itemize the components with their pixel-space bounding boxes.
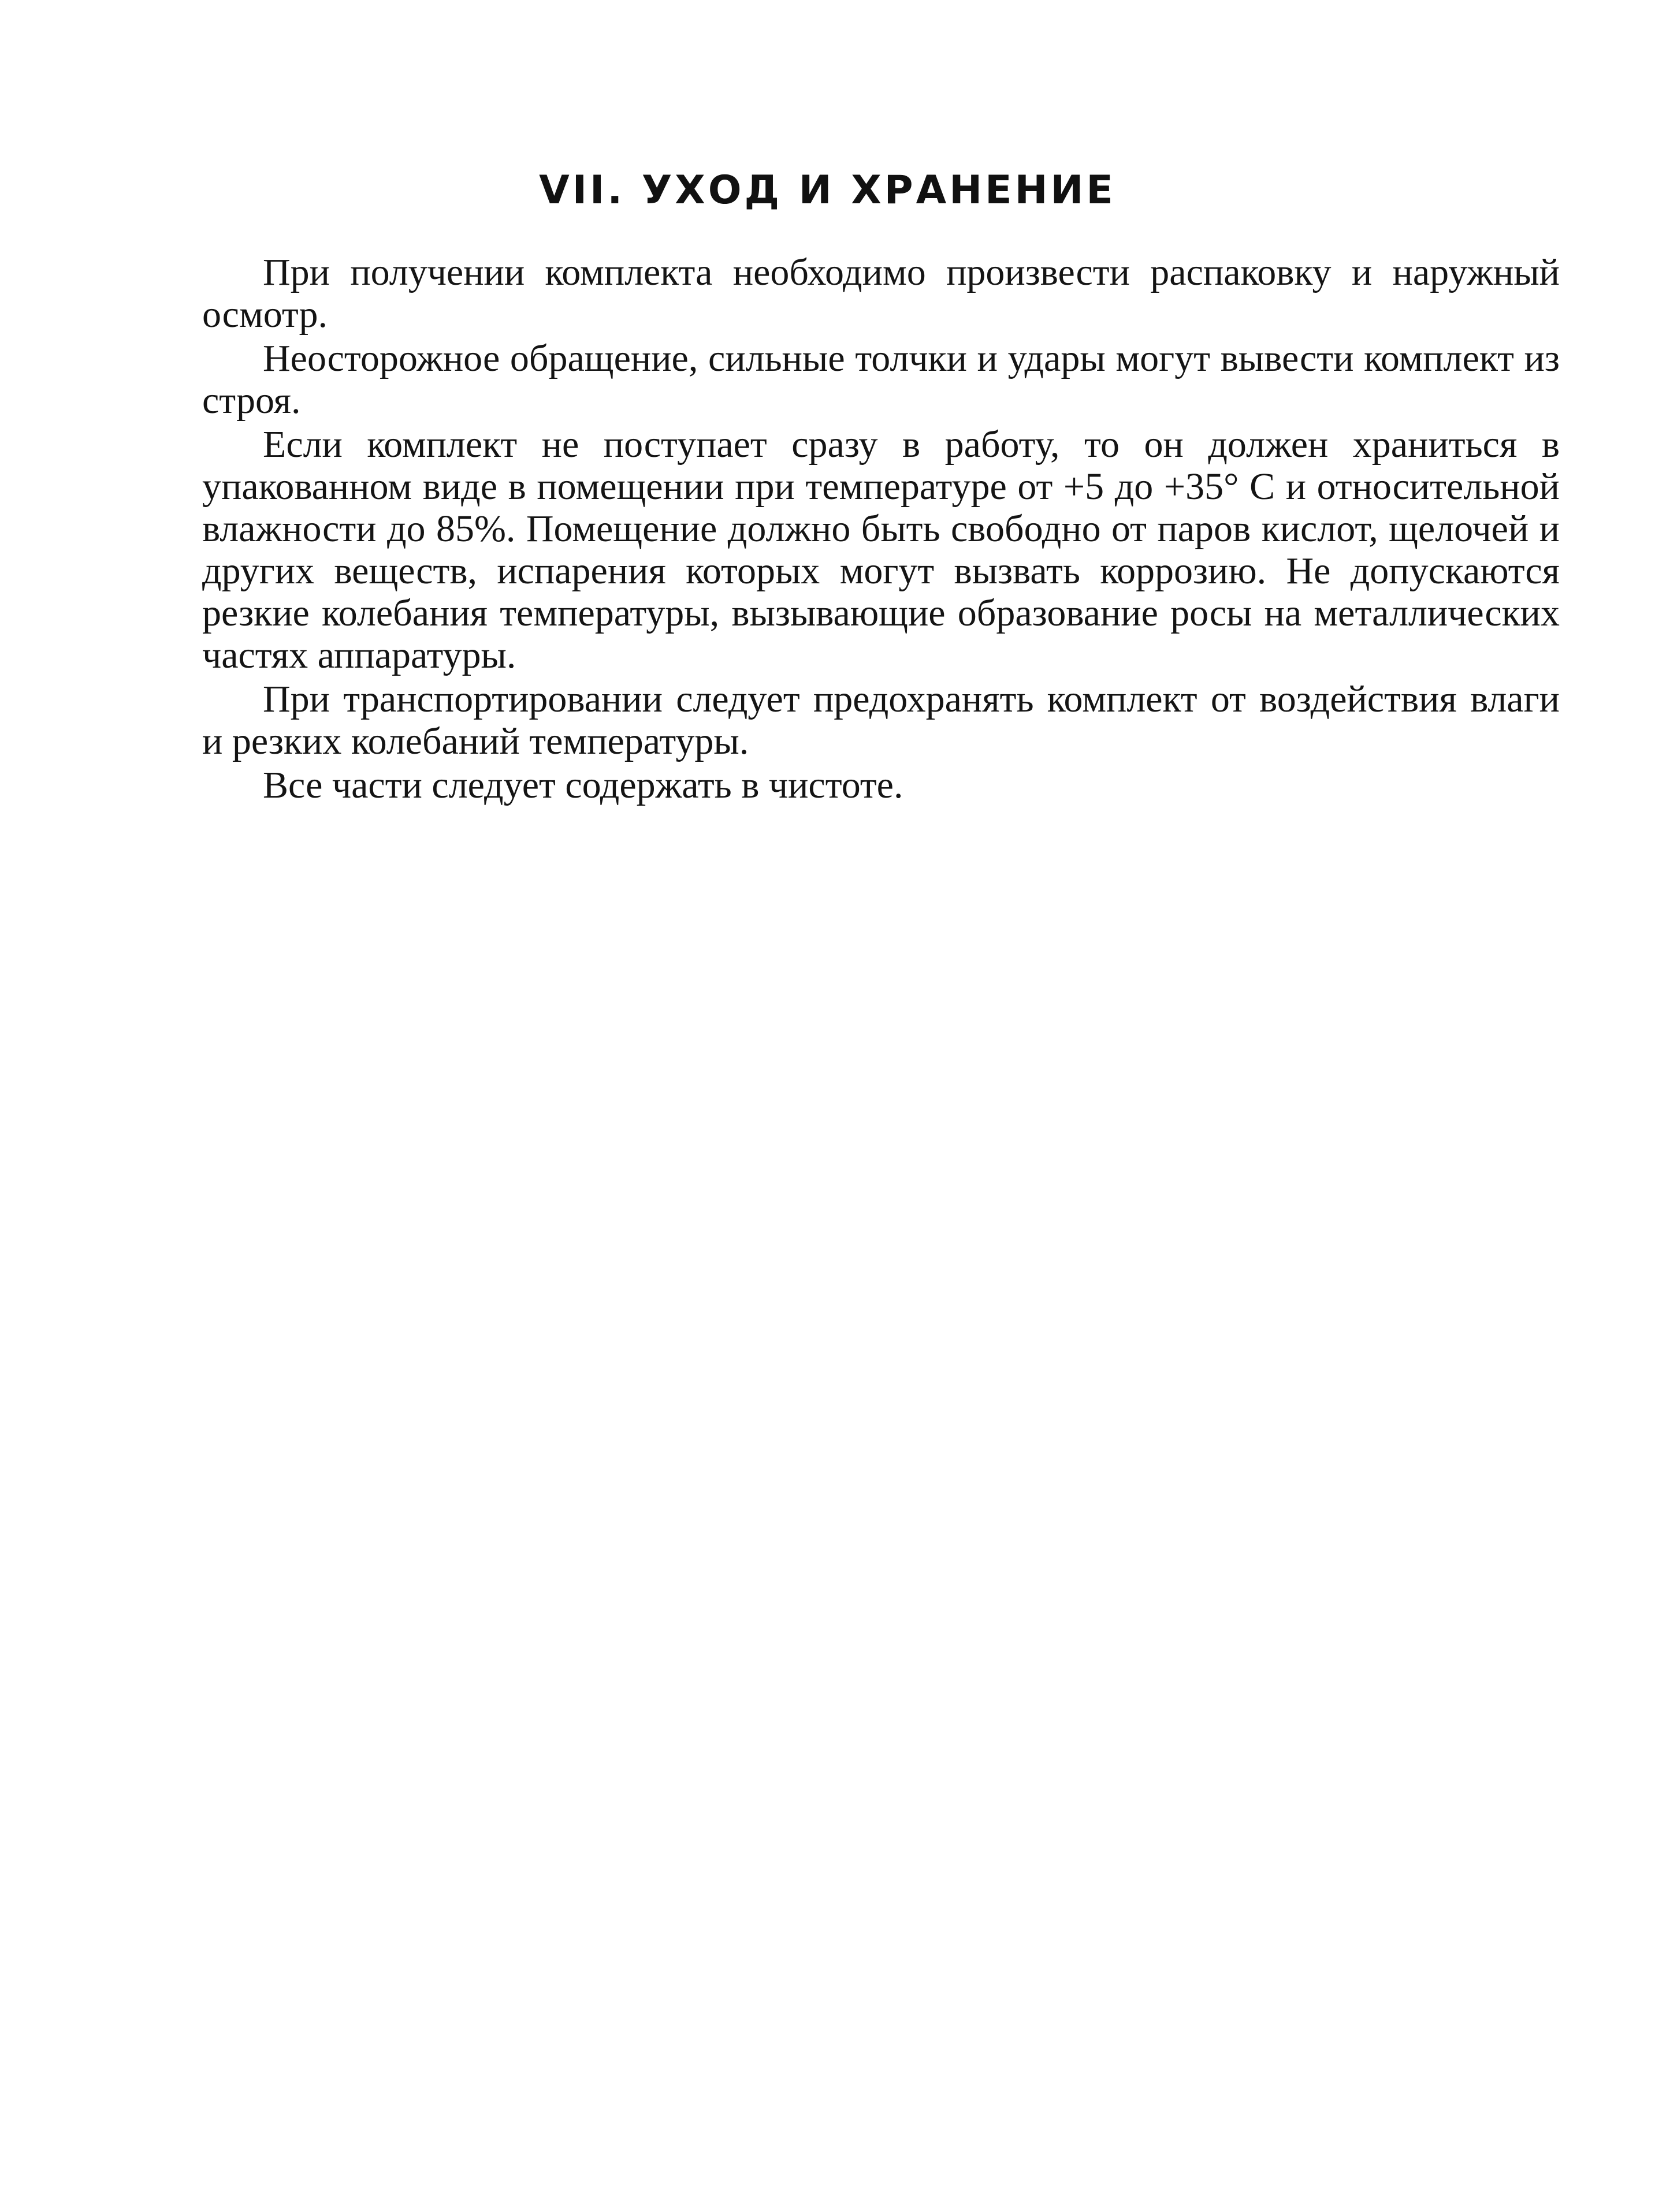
paragraph-cleanliness: Все части следует содержать в чистоте. [263,764,903,806]
paragraph-careful-handling: Неосторожное обращение, сильные толчки и удары могут вывести комплект из строя. [202,337,1560,422]
paragraph-transportation: При транспортировании следует предохранять комплект от воздействия влаги и резких колебаний температуры. [202,678,1560,762]
paragraph-storage-conditions: Если комплект не поступает сразу в работу, то он должен храниться в упакованном виде в помещении при температуре от +5 до +35° С и относительной влажности до 85%. Помещение должно быть свободно от паров кислот, щелочей и других веществ, испарения которых могут вызвать коррозию. Не допускаются резкие колебания температуры, вызывающие образование росы на металлических частях аппаратуры. [202,423,1560,676]
section-title: VII. УХОД И ХРАНЕНИЕ [539,167,1116,213]
section-body [202,251,1560,808]
paragraph-unpacking: При получении комплекта необходимо произвести распаковку и наружный осмотр. [202,251,1560,336]
